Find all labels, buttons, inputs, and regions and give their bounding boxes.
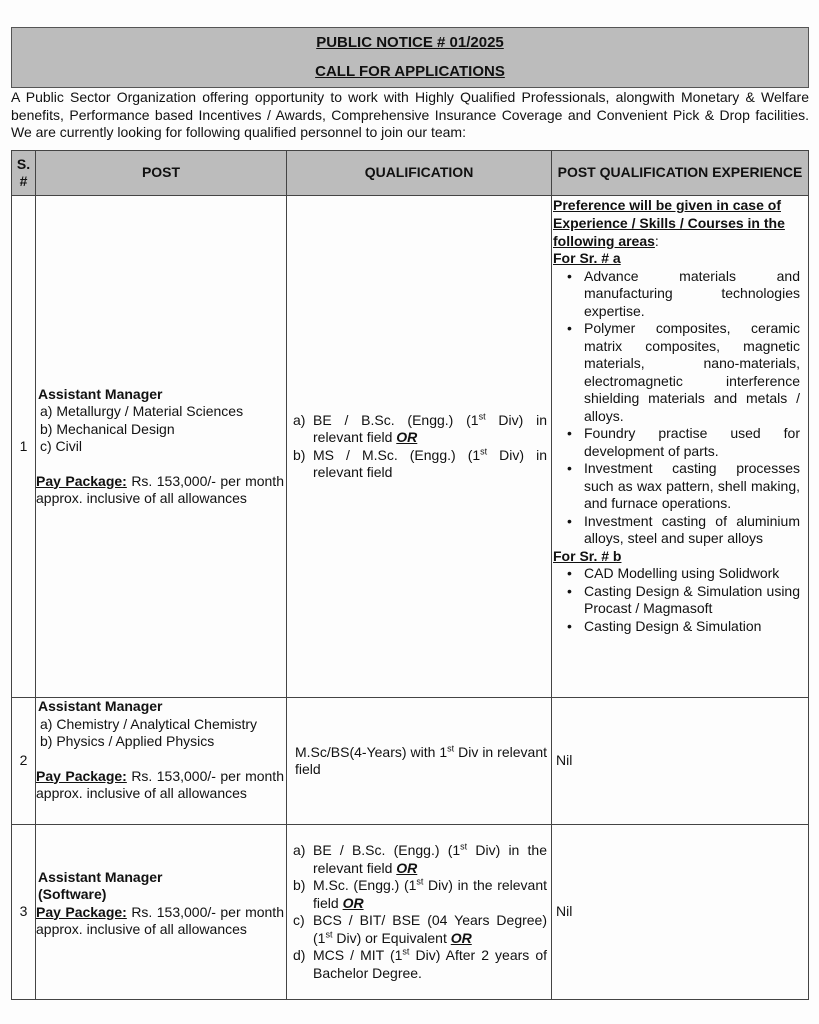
pay-package-text: Rs. 153,000/- per month approx. inclusive of all allowances [36,472,284,506]
list-item: • Advance materials and manufacturing technologies expertise. [553,268,800,321]
list-item: • Investment casting processes such as wax pattern, shell making, and furnace operations. [553,460,800,513]
list-item: • Casting Design & Simulation using Procast / Magmasoft [553,583,800,618]
header-experience: POST QUALIFICATION EXPERIENCE [552,151,809,196]
list-item: c) BCS / BIT/ BSE (04 Years Degree) (1st Div) or Equivalent OR [293,912,547,946]
pay-package-text: Rs. 153,000/- per month approx. inclusive of all allowances [36,767,284,801]
experience-cell [552,196,809,698]
call-for-applications-title: CALL FOR APPLICATIONS [315,63,505,80]
header-qualification: QUALIFICATION [287,151,552,196]
pay-package [36,904,286,939]
list-item: a) BE / B.Sc. (Engg.) (1st Div) in the relevant field OR [293,841,547,876]
post-item: a) Chemistry / Analytical Chemistry [40,715,258,732]
list-item: b) M.Sc. (Engg.) (1st Div) in the relevant field OR [293,876,547,911]
pay-package-label: Pay Package: [36,903,127,920]
table-row [12,196,809,698]
row-number: 2 [12,698,36,825]
table-header-row [12,151,809,196]
post-title: Assistant Manager [38,698,163,714]
sr-b-list [553,565,800,635]
list-item: • Casting Design & Simulation [553,618,800,636]
post-cell [36,698,287,825]
call-for-applications-banner [11,57,809,88]
header-sno: S. # [12,151,36,196]
post-cell [36,825,287,1000]
list-item: • Investment casting of aluminium alloys, steel and super alloys [553,513,800,548]
public-notice-banner [11,27,809,59]
preference-note: Preference will be given in case of Experience / Skills / Courses in the following areas: [553,197,785,249]
list-item: d) MCS / MIT (1st Div) After 2 years of Bachelor Degree. [293,946,547,981]
header-post: POST [36,151,287,196]
post-item: b) Mechanical Design [40,420,175,437]
for-sr-a-label: For Sr. # a [553,250,621,266]
sr-a-list [553,268,800,548]
pay-package-label: Pay Package: [36,767,127,784]
experience-cell: Nil [552,825,809,1000]
qualification-list [287,412,547,482]
list-item: • Polymer composites, ceramic matrix composites, magnetic materials, nano-materials, electromagnetic interference shielding materials and metals / alloys. [553,320,800,425]
pay-package-label: Pay Package: [36,472,127,489]
row-number: 3 [12,825,36,1000]
post-item: b) Physics / Applied Physics [40,733,215,749]
list-item: • Foundry practise used for development of parts. [553,425,800,460]
experience-cell: Nil [552,698,809,825]
qualification-cell [287,196,552,698]
pay-package [36,768,286,803]
post-item: c) Civil [40,438,82,454]
pay-package [36,473,286,508]
list-item: • CAD Modelling using Solidwork [553,565,800,583]
post-title: Assistant Manager (Software) [38,868,163,902]
qualification-list [287,842,547,982]
for-sr-b-label: For Sr. # b [553,547,622,564]
pay-package-text: Rs. 153,000/- per month approx. inclusive of all allowances [36,903,284,937]
positions-table [11,150,809,1000]
table-row [12,698,809,825]
qualification-cell [287,825,552,1000]
post-title: Assistant Manager [38,385,163,402]
list-item: a) BE / B.Sc. (Engg.) (1st Div) in relevant field OR [293,410,547,445]
qualification-cell: M.Sc/BS(4-Years) with 1st Div in relevant field [287,698,552,825]
table-row [12,825,809,1000]
intro-paragraph: A Public Sector Organization offering opportunity to work with Highly Qualified Professionals, alongwith Monetary & Welfare benefits, Performance based Incentives / Awards, Comprehensive Insurance Coverage and Convenient Pick & Drop facilities. We are currently looking for following qualified personnel to join our team: [11,89,809,140]
row-number: 1 [12,196,36,698]
public-notice-title: PUBLIC NOTICE # 01/2025 [316,34,504,51]
post-cell [36,196,287,698]
post-item: a) Metallurgy / Material Sciences [40,403,244,419]
list-item: b) MS / M.Sc. (Engg.) (1st Div) in relevant field [293,445,547,480]
